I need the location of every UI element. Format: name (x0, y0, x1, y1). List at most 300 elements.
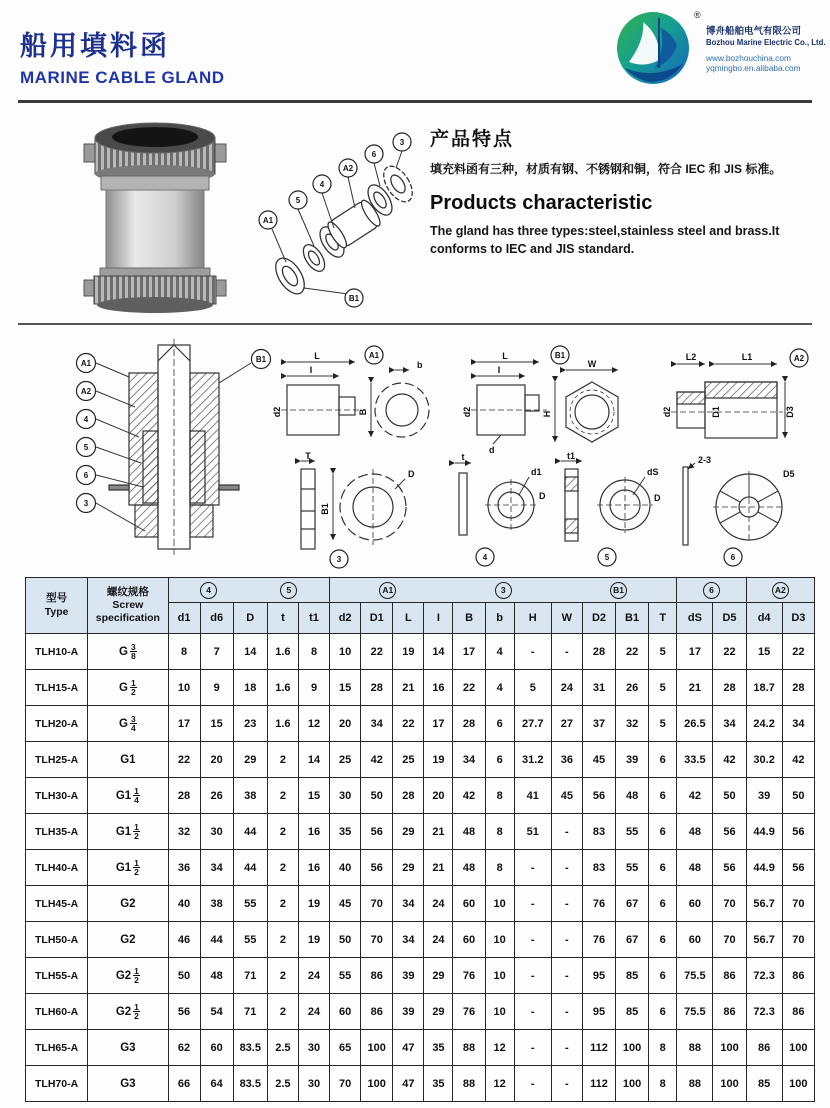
company-alibaba: yqmingbo.en.alibaba.com (706, 62, 801, 73)
column-group-4-5 (168, 578, 330, 603)
cell-D2: 95 (582, 994, 615, 1030)
features-body-en: The gland has three types:steel,stainless steel and brass.It conforms to IEC and JIS standard. (430, 224, 780, 257)
cell-d2: 15 (330, 670, 361, 706)
cell-dS: 48 (677, 850, 713, 886)
cell-d1: 46 (168, 922, 200, 958)
cell-L: 47 (393, 1066, 424, 1102)
cell-d2: 10 (330, 634, 361, 670)
cell-I: 14 (424, 634, 453, 670)
table-row-tlh40-a (26, 850, 815, 886)
cell-screw-specification: G3 (88, 1030, 168, 1066)
cell-L: 34 (393, 922, 424, 958)
cell-H: 27.7 (514, 706, 551, 742)
column-header-screw (88, 578, 168, 634)
cell-W: - (551, 1066, 582, 1102)
cell-screw-specification: G2 $\frac{1}{2}$ (88, 994, 168, 1030)
type-header-zh: 型号 (46, 592, 68, 605)
features-heading-zh: 产品特点 (430, 129, 515, 150)
cell-B: 76 (453, 994, 485, 1030)
cell-b: 6 (485, 742, 514, 778)
features-body-zh: 填充料函有三种，材质有钢、不锈钢和铜，符合 IEC 和 JIS 标准。 (430, 162, 782, 176)
column-header-d2: d2 (330, 603, 361, 634)
cell-B: 22 (453, 670, 485, 706)
cell-T: 6 (649, 886, 677, 922)
cell-D3: 34 (782, 706, 814, 742)
dim-b1-L: L (502, 351, 508, 361)
exploded-callout-a2: A2 (342, 164, 354, 173)
cell-D5: 34 (713, 706, 746, 742)
cell-B1: 39 (616, 742, 649, 778)
cell-D1: 56 (361, 850, 393, 886)
cell-d2: 60 (330, 994, 361, 1030)
cell-d4: 18.7 (746, 670, 782, 706)
spec-table-body (26, 634, 815, 1102)
cell-H: - (514, 958, 551, 994)
column-header-D: D (233, 603, 267, 634)
sail-logo-icon (615, 10, 693, 90)
cell-t1: 24 (298, 958, 329, 994)
cell-dS: 17 (677, 634, 713, 670)
cell-d6: 20 (200, 742, 233, 778)
cell-dS: 48 (677, 814, 713, 850)
cell-D5: 50 (713, 778, 746, 814)
column-header-d1: d1 (168, 603, 200, 634)
cell-W: - (551, 634, 582, 670)
cell-D3: 70 (782, 886, 814, 922)
cell-D3: 100 (782, 1030, 814, 1066)
assembly-callout-b1: B1 (255, 355, 267, 364)
cell-type: TLH20-A (26, 706, 88, 742)
column-header-t1: t1 (298, 603, 329, 634)
cell-type: TLH60-A (26, 994, 88, 1030)
cell-d1: 10 (168, 670, 200, 706)
cell-D2: 83 (582, 814, 615, 850)
cell-t: 2 (267, 886, 298, 922)
table-row-tlh65-a (26, 1030, 815, 1066)
group-label-5: 5 (280, 582, 297, 599)
cell-D1: 70 (361, 922, 393, 958)
cell-b: 8 (485, 850, 514, 886)
cell-D: 18 (233, 670, 267, 706)
cell-H: 31.2 (514, 742, 551, 778)
cell-d2: 20 (330, 706, 361, 742)
cell-d6: 64 (200, 1066, 233, 1102)
view-a1-label: A1 (368, 351, 380, 360)
cell-D1: 100 (361, 1030, 393, 1066)
cell-L: 28 (393, 778, 424, 814)
cell-H: 41 (514, 778, 551, 814)
page-title-zh: 船用填料函 (20, 31, 170, 61)
dim-a1-I: I (309, 365, 313, 375)
cell-t1: 16 (298, 814, 329, 850)
table-group-row (26, 578, 815, 603)
cell-type: TLH55-A (26, 958, 88, 994)
exploded-callout-3: 3 (399, 138, 405, 147)
dim-a1-d2: d2 (272, 406, 282, 418)
cell-T: 8 (649, 1066, 677, 1102)
cell-B: 76 (453, 958, 485, 994)
view-4-label: 4 (482, 553, 488, 562)
cell-b: 10 (485, 958, 514, 994)
view-b1-label: B1 (554, 351, 566, 360)
cell-type: TLH15-A (26, 670, 88, 706)
cell-D2: 28 (582, 634, 615, 670)
cell-D5: 86 (713, 958, 746, 994)
cell-t: 2 (267, 850, 298, 886)
company-logo (615, 10, 693, 90)
column-header-L: L (393, 603, 424, 634)
cell-T: 6 (649, 850, 677, 886)
cell-D: 83.5 (233, 1030, 267, 1066)
cell-d2: 65 (330, 1030, 361, 1066)
cell-screw-specification: G $\frac{3}{8}$ (88, 634, 168, 670)
cell-t1: 9 (298, 670, 329, 706)
dim-6-range: 2-3 (698, 455, 712, 465)
cell-dS: 60 (677, 922, 713, 958)
cell-H: 5 (514, 670, 551, 706)
assembly-callout-4: 4 (83, 415, 89, 424)
product-photo (68, 116, 246, 314)
spec-table-section (25, 577, 815, 1102)
table-row-tlh20-a (26, 706, 815, 742)
cell-d4: 15 (746, 634, 782, 670)
view-a2-drawing (662, 349, 808, 438)
cell-B1: 100 (616, 1030, 649, 1066)
table-row-tlh35-a (26, 814, 815, 850)
cell-t1: 14 (298, 742, 329, 778)
view-3-drawing (301, 451, 415, 568)
cell-D1: 34 (361, 706, 393, 742)
cell-d2: 45 (330, 886, 361, 922)
cell-W: 36 (551, 742, 582, 778)
cell-D2: 83 (582, 850, 615, 886)
cell-screw-specification: G2 (88, 922, 168, 958)
spec-table (25, 577, 815, 1102)
cell-D5: 42 (713, 742, 746, 778)
screw-fraction: $\frac{1}{2}$ (134, 965, 139, 985)
cell-t1: 19 (298, 886, 329, 922)
cell-b: 4 (485, 634, 514, 670)
view-4-drawing (455, 452, 546, 566)
column-header-W: W (551, 603, 582, 634)
cell-t1: 24 (298, 994, 329, 1030)
cell-D1: 70 (361, 886, 393, 922)
column-header-dS: dS (677, 603, 713, 634)
cell-D: 44 (233, 850, 267, 886)
cell-d4: 30.2 (746, 742, 782, 778)
cell-D3: 70 (782, 922, 814, 958)
cell-W: - (551, 814, 582, 850)
cell-d6: 15 (200, 706, 233, 742)
cell-L: 25 (393, 742, 424, 778)
cell-d4: 85 (746, 1066, 782, 1102)
cell-D2: 76 (582, 886, 615, 922)
cell-type: TLH50-A (26, 922, 88, 958)
cell-D2: 95 (582, 958, 615, 994)
dim-a2-L2: L2 (685, 352, 697, 362)
view-a2-label: A2 (793, 354, 805, 363)
features-heading-en: Products characteristic (430, 192, 653, 214)
exploded-callout-4: 4 (319, 180, 325, 189)
dim-5-dS: dS (647, 467, 659, 477)
cell-T: 5 (649, 706, 677, 742)
cell-t1: 30 (298, 1030, 329, 1066)
cell-W: - (551, 886, 582, 922)
cell-screw-specification: G1 $\frac{1}{4}$ (88, 778, 168, 814)
page-title-en: MARINE CABLE GLAND (20, 68, 225, 87)
cell-D2: 56 (582, 778, 615, 814)
view-6-label: 6 (730, 553, 736, 562)
type-header-en: Type (44, 605, 69, 618)
cell-t: 1.6 (267, 670, 298, 706)
dim-5-D: D (654, 493, 661, 503)
cell-B: 88 (453, 1030, 485, 1066)
cell-L: 39 (393, 958, 424, 994)
cell-screw-specification: G1 $\frac{1}{2}$ (88, 850, 168, 886)
cell-I: 16 (424, 670, 453, 706)
cell-B: 34 (453, 742, 485, 778)
dim-4-t: t (461, 452, 465, 462)
cell-type: TLH70-A (26, 1066, 88, 1102)
cell-D2: 76 (582, 922, 615, 958)
cell-D5: 86 (713, 994, 746, 1030)
cell-B1: 100 (616, 1066, 649, 1102)
cell-d1: 8 (168, 634, 200, 670)
cell-t1: 19 (298, 922, 329, 958)
column-header-B: B (453, 603, 485, 634)
cell-D3: 86 (782, 958, 814, 994)
cell-d4: 86 (746, 1030, 782, 1066)
cell-d4: 44.9 (746, 850, 782, 886)
table-row-tlh55-a (26, 958, 815, 994)
view-b1-drawing (462, 346, 618, 455)
dim-3-B1: B1 (320, 503, 330, 515)
cell-t: 2 (267, 742, 298, 778)
cell-type: TLH40-A (26, 850, 88, 886)
cell-d2: 40 (330, 850, 361, 886)
group-label-3: 3 (495, 582, 512, 599)
column-header-D2: D2 (582, 603, 615, 634)
exploded-callout-a1: A1 (262, 216, 274, 225)
dim-3-T: T (305, 451, 311, 461)
cell-b: 6 (485, 706, 514, 742)
column-header-b: b (485, 603, 514, 634)
cell-D3: 28 (782, 670, 814, 706)
cell-screw-specification: G1 $\frac{1}{2}$ (88, 814, 168, 850)
cell-d2: 50 (330, 922, 361, 958)
assembly-callout-a2: A2 (80, 387, 92, 396)
cell-type: TLH45-A (26, 886, 88, 922)
cell-T: 6 (649, 742, 677, 778)
cell-D3: 22 (782, 634, 814, 670)
cell-H: - (514, 994, 551, 1030)
cell-H: - (514, 886, 551, 922)
cell-T: 5 (649, 670, 677, 706)
cell-D5: 56 (713, 814, 746, 850)
exploded-callout-5: 5 (295, 196, 301, 205)
cell-B1: 85 (616, 994, 649, 1030)
cell-D1: 86 (361, 958, 393, 994)
cell-I: 29 (424, 994, 453, 1030)
cell-dS: 88 (677, 1030, 713, 1066)
cell-d1: 22 (168, 742, 200, 778)
cell-T: 8 (649, 1030, 677, 1066)
cell-D3: 56 (782, 850, 814, 886)
cell-D: 55 (233, 886, 267, 922)
cell-H: - (514, 1066, 551, 1102)
cell-dS: 88 (677, 1066, 713, 1102)
cell-d1: 62 (168, 1030, 200, 1066)
screw-fraction: $\frac{1}{2}$ (134, 857, 139, 877)
table-row-tlh15-a (26, 670, 815, 706)
cell-W: 27 (551, 706, 582, 742)
dim-b1-I: I (497, 365, 501, 375)
cell-d6: 26 (200, 778, 233, 814)
cell-d4: 39 (746, 778, 782, 814)
cell-D1: 56 (361, 814, 393, 850)
cell-I: 21 (424, 850, 453, 886)
cell-d1: 36 (168, 850, 200, 886)
cell-d2: 55 (330, 958, 361, 994)
cell-T: 6 (649, 958, 677, 994)
cell-B1: 67 (616, 886, 649, 922)
cell-D1: 86 (361, 994, 393, 1030)
cell-d2: 30 (330, 778, 361, 814)
screw-fraction: $\frac{1}{2}$ (134, 1001, 139, 1021)
cell-d2: 25 (330, 742, 361, 778)
table-row-tlh25-a (26, 742, 815, 778)
cell-screw-specification: G $\frac{3}{4}$ (88, 706, 168, 742)
cell-I: 24 (424, 922, 453, 958)
cell-D2: 37 (582, 706, 615, 742)
view-3-label: 3 (336, 555, 342, 564)
cell-d2: 70 (330, 1066, 361, 1102)
assembly-callout-3: 3 (83, 499, 89, 508)
cell-H: - (514, 922, 551, 958)
cell-D5: 22 (713, 634, 746, 670)
dim-a2-D1: D1 (711, 406, 721, 418)
column-header-D5: D5 (713, 603, 746, 634)
cell-d6: 48 (200, 958, 233, 994)
cell-D: 71 (233, 994, 267, 1030)
cell-I: 20 (424, 778, 453, 814)
company-info (706, 26, 826, 73)
cell-d6: 54 (200, 994, 233, 1030)
exploded-callout-b1: B1 (348, 294, 360, 303)
cell-t: 1.6 (267, 706, 298, 742)
screw-fraction: $\frac{3}{4}$ (130, 713, 136, 733)
cell-T: 6 (649, 994, 677, 1030)
cell-D: 83.5 (233, 1066, 267, 1102)
cell-H: - (514, 1030, 551, 1066)
cell-t1: 12 (298, 706, 329, 742)
cell-W: - (551, 1030, 582, 1066)
cell-I: 19 (424, 742, 453, 778)
cell-B1: 26 (616, 670, 649, 706)
cell-d4: 56.7 (746, 886, 782, 922)
cell-D: 14 (233, 634, 267, 670)
dim-b1-W: W (587, 359, 597, 369)
cell-D1: 28 (361, 670, 393, 706)
dim-a2-L1: L1 (741, 352, 753, 362)
cell-D3: 86 (782, 994, 814, 1030)
group-label-b1: B1 (610, 582, 627, 599)
column-header-I: I (424, 603, 453, 634)
cell-H: - (514, 634, 551, 670)
cell-b: 10 (485, 886, 514, 922)
column-group-a1-3-b1 (330, 578, 677, 603)
cell-t: 2 (267, 958, 298, 994)
cell-H: 51 (514, 814, 551, 850)
cell-t: 2 (267, 814, 298, 850)
cell-W: - (551, 994, 582, 1030)
cell-B1: 32 (616, 706, 649, 742)
technical-drawings (15, 335, 815, 571)
cell-d1: 28 (168, 778, 200, 814)
dim-a1-b: b (417, 360, 423, 370)
cell-D: 29 (233, 742, 267, 778)
cell-t: 2.5 (267, 1030, 298, 1066)
dim-4-D: D (539, 491, 546, 501)
column-header-type (26, 578, 88, 634)
cell-type: TLH25-A (26, 742, 88, 778)
cell-W: 45 (551, 778, 582, 814)
cell-I: 35 (424, 1066, 453, 1102)
cell-d4: 72.3 (746, 994, 782, 1030)
cell-B: 60 (453, 886, 485, 922)
product-features (430, 124, 818, 258)
table-row-tlh60-a (26, 994, 815, 1030)
cell-B1: 67 (616, 922, 649, 958)
cell-B: 42 (453, 778, 485, 814)
cell-B1: 48 (616, 778, 649, 814)
cell-W: - (551, 922, 582, 958)
cell-t1: 8 (298, 634, 329, 670)
company-website: www.bozhouchina.com (706, 52, 791, 63)
header-titles (20, 24, 225, 88)
screw-header-zh: 螺纹规格 (106, 585, 149, 598)
cell-b: 10 (485, 994, 514, 1030)
cell-t: 2 (267, 994, 298, 1030)
cell-I: 35 (424, 1030, 453, 1066)
cell-B1: 55 (616, 814, 649, 850)
exploded-part-a1 (270, 253, 310, 299)
cell-screw-specification: G2 (88, 886, 168, 922)
cell-type: TLH10-A (26, 634, 88, 670)
registered-trademark: ® (694, 10, 701, 20)
column-header-D3: D3 (782, 603, 814, 634)
header-divider (18, 100, 812, 103)
exploded-diagram (256, 128, 428, 316)
assembly-callout-6: 6 (83, 471, 89, 480)
cell-d6: 44 (200, 922, 233, 958)
table-row-tlh45-a (26, 886, 815, 922)
cell-I: 21 (424, 814, 453, 850)
cell-L: 39 (393, 994, 424, 1030)
cell-L: 34 (393, 886, 424, 922)
table-row-tlh30-a (26, 778, 815, 814)
view-5-drawing (561, 451, 661, 566)
cell-D: 38 (233, 778, 267, 814)
cell-T: 6 (649, 922, 677, 958)
cell-t: 2.5 (267, 1066, 298, 1102)
cell-dS: 75.5 (677, 994, 713, 1030)
cell-D1: 22 (361, 634, 393, 670)
cell-d6: 60 (200, 1030, 233, 1066)
cell-type: TLH30-A (26, 778, 88, 814)
cell-dS: 60 (677, 886, 713, 922)
cell-screw-specification: G1 (88, 742, 168, 778)
